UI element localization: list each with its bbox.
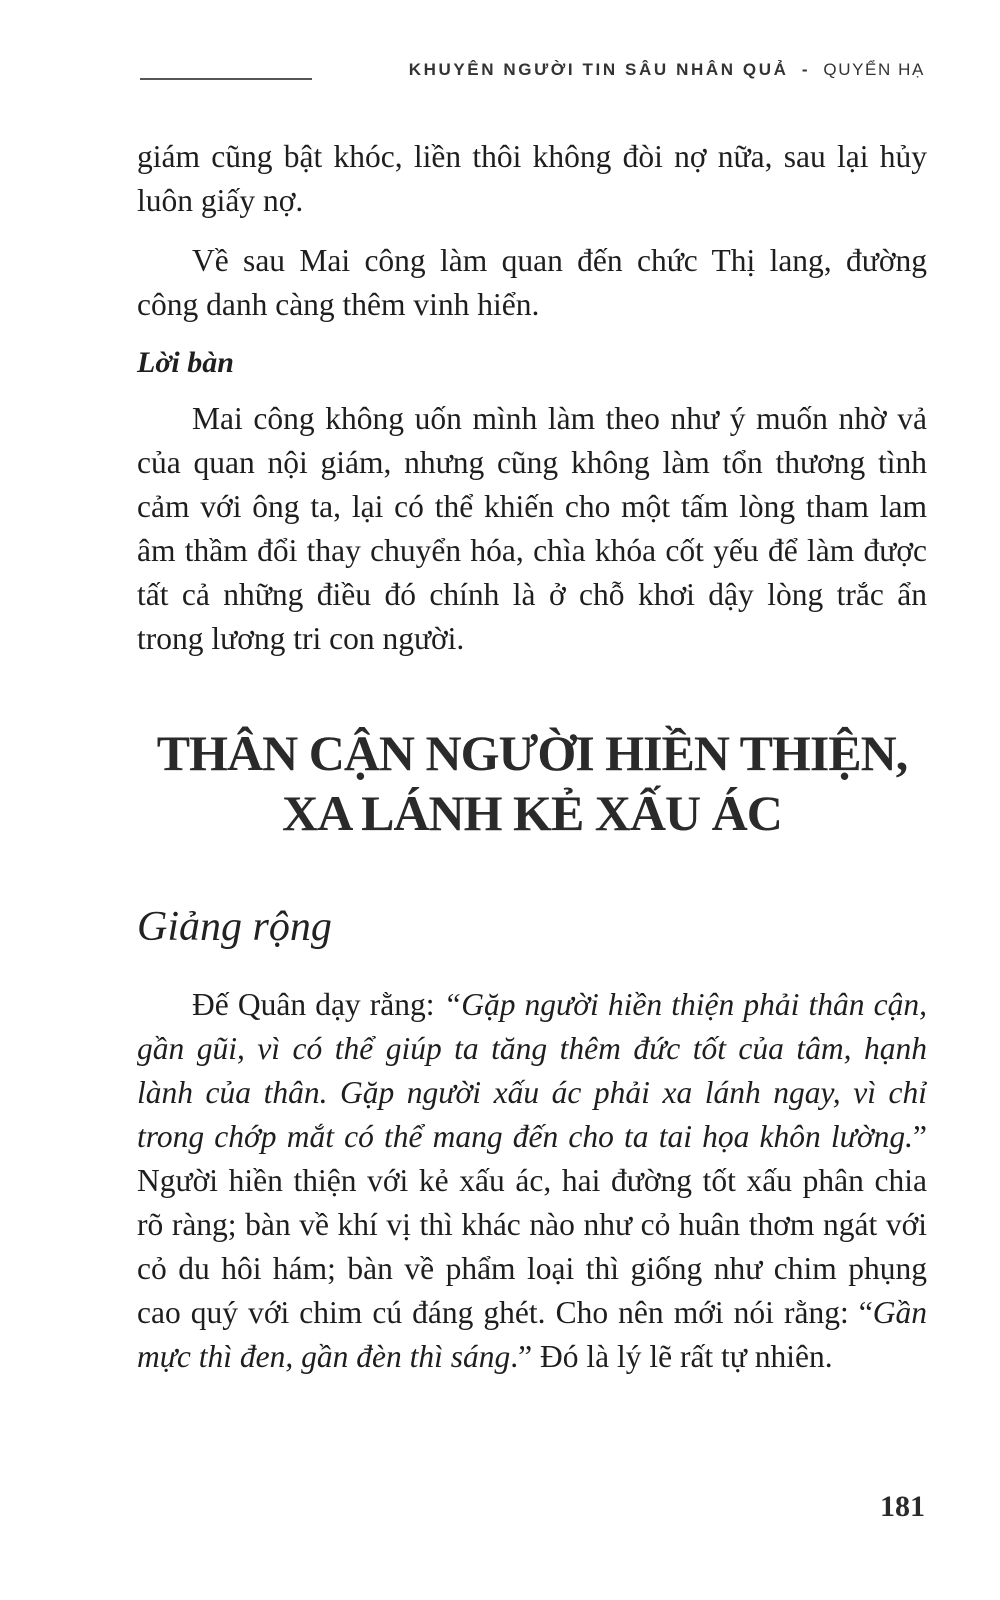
page-number: 181 xyxy=(880,1490,925,1523)
paragraph-body: ” Người hiền thiện với kẻ xấu ác, hai đường tốt xấu phân chia rõ ràng; bàn về khí vị thì khác nào như cỏ huân thơm ngát với cỏ du hôi hám; bàn về phẩm loại thì giống như chim phụng cao quý với chim cú đáng ghét. Cho nên mới nói rằng: “ xyxy=(137,1119,927,1330)
running-head-title: KHUYÊN NGƯỜI TIN SÂU NHÂN QUẢ xyxy=(408,60,789,79)
commentary-heading: Lời bàn xyxy=(137,346,234,379)
quote-proverb: Gần mực thì đen, gần đèn thì sáng xyxy=(137,1295,927,1374)
chapter-title xyxy=(137,723,927,843)
header-rule xyxy=(140,78,312,80)
running-head-separator: - xyxy=(801,60,811,79)
paragraph: Về sau Mai công làm quan đến chức Thị lang, đường công danh càng thêm vinh hiển. xyxy=(137,243,927,322)
chapter-title-line-1: THÂN CẬN NGƯỜI HIỀN THIỆN, xyxy=(156,725,908,781)
paragraph-continued: giám cũng bật khóc, liền thôi không đòi nợ nữa, sau lại hủy luôn giấy nợ. xyxy=(137,139,927,218)
quote-teaching: “Gặp người hiền thiện phải thân cận, gần gũi, vì có thể giúp ta tăng thêm đức tốt của tâm, hạnh lành của thân. Gặp người xấu ác phải xa lánh ngay, vì chỉ trong chớp mắt có thể mang đến cho ta tai họa khôn lường. xyxy=(137,987,928,1154)
section-heading: Giảng rộng xyxy=(137,904,332,950)
running-head xyxy=(409,60,925,80)
paragraph-intro: Đế Quân dạy rằng: xyxy=(192,987,444,1022)
commentary-paragraph: Mai công không uốn mình làm theo như ý muốn nhờ vả của quan nội giám, nhưng cũng không làm tổn thương tình cảm với ông ta, lại có thể khiến cho một tấm lòng tham lam âm thầm đổi thay chuyển hóa, chìa khóa cốt yếu để làm được tất cả những điều đó chính là ở chỗ khơi dậy lòng trắc ẩn trong lương tri con người. xyxy=(137,401,927,656)
page-content xyxy=(137,135,927,1395)
section-paragraph xyxy=(137,983,927,1379)
paragraph-end: .” Đó là lý lẽ rất tự nhiên. xyxy=(510,1339,833,1374)
chapter-title-line-2: XA LÁNH KẺ XẤU ÁC xyxy=(282,785,782,841)
running-head-volume: QUYỂN HẠ xyxy=(823,60,925,79)
